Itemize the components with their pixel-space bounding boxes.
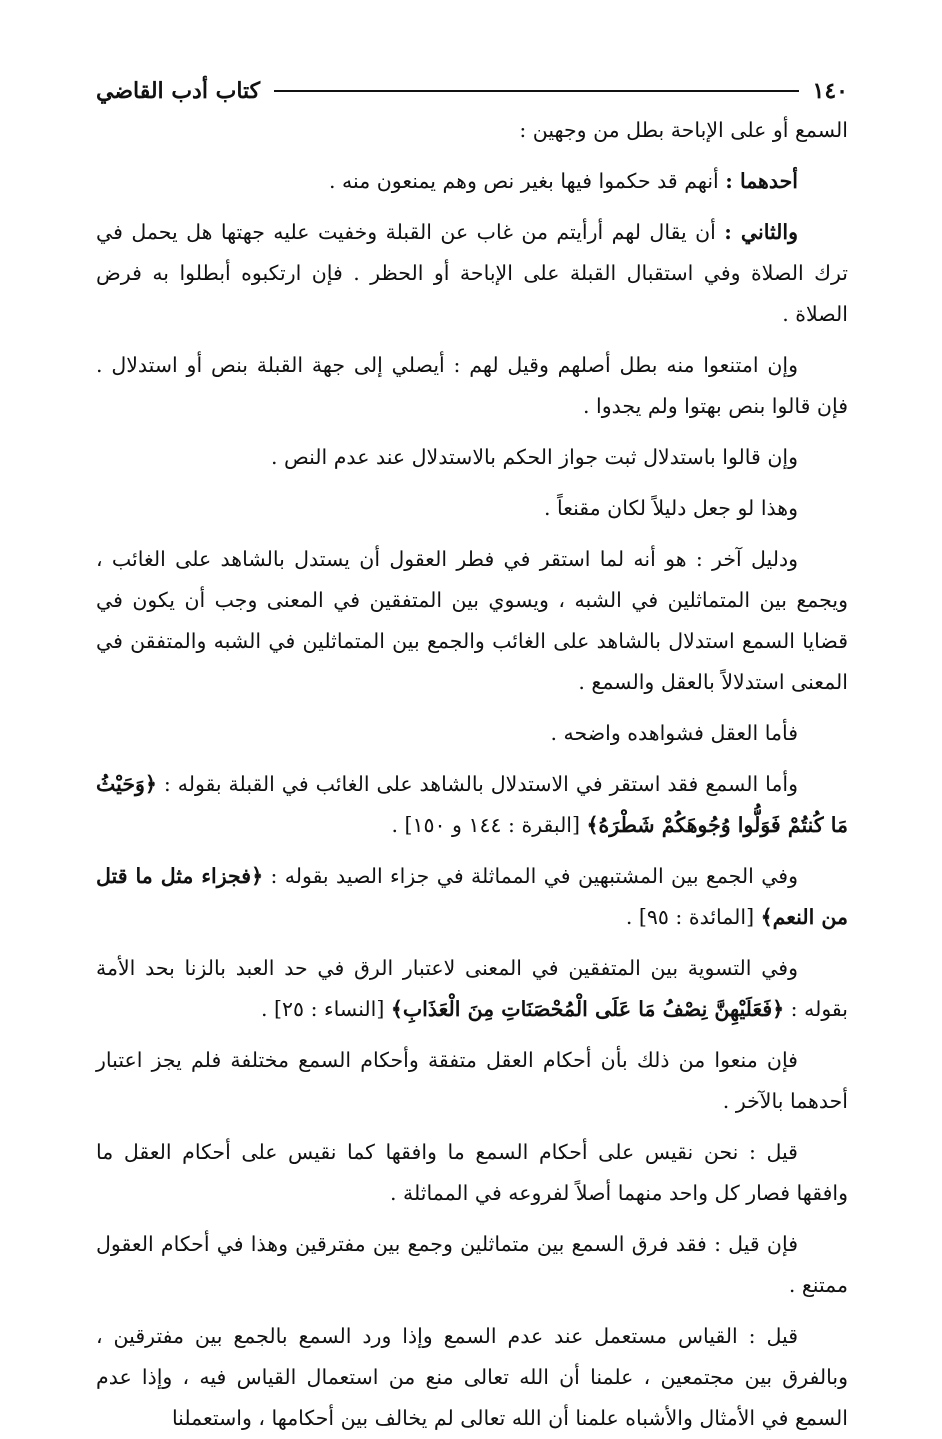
page-number: ١٤٠ [812, 78, 848, 104]
book-page [96, 72, 848, 1430]
quran-verse: ﴿فجزاء مثل ما قتل من النعم﴾ [96, 864, 848, 929]
header-rule [274, 90, 798, 92]
paragraph-2: أحدهما : أنهم قد حكموا فيها بغير نص وهم يمنعون منه . [329, 169, 798, 193]
paragraph-12: فإن منعوا من ذلك بأن أحكام العقل متفقة وأحكام السمع مختلفة فلم يجز اعتبار أحدهما بالآخر . [96, 1048, 848, 1113]
paragraph-4: وإن امتنعوا منه بطل أصلهم وقيل لهم : أيصلي إلى جهة القبلة بنص أو استدلال . فإن قالوا بنص بهتوا ولم يجدوا . [96, 353, 848, 418]
paragraph-5: وإن قالوا باستدلال ثبت جواز الحكم بالاستدلال عند عدم النص . [270, 445, 798, 469]
running-header [96, 72, 848, 110]
paragraph-lead: والثاني : [724, 220, 798, 244]
paragraph-7: ودليل آخر : هو أنه لما استقر في فطر العقول أن يستدل بالشاهد على الغائب ، ويجمع بين المتماثلين في الشبه ، ويسوي بين المتفقين في المعنى وجب أن يكون في قضايا السمع استدلال بالشاهد على الغائب والجمع بين المتماثلين في الشبه والمتفقن في المعنى استدلالاً بالعقل والسمع . [96, 547, 848, 694]
paragraph-3: والثاني : أن يقال لهم أرأيتم من غاب عن القبلة وخفيت عليه جهتها هل يحمل في ترك الصلاة وفي استقبال القبلة على الإباحة أو الحظر . فإن ارتكبوه أبطلوا به فرض الصلاة . [96, 220, 848, 326]
paragraph-6: وهذا لو جعل دليلاً لكان مقنعاً . [543, 496, 798, 520]
paragraph-lead: أحدهما : [725, 169, 798, 193]
paragraph-15: قيل : القياس مستعمل عند عدم السمع وإذا ورد السمع بالجمع بين مفترقين ، وبالفرق بين مجتمعين ، علمنا أن الله تعالى منع من استعمال القياس فيه ، وإذا عدم السمع في الأمثال والأشباه علمنا أن الله تعالى لم يخالف بين أحكامها ، واستعملنا [96, 1324, 848, 1430]
paragraph-11: وفي التسوية بين المتفقين في المعنى لاعتبار الرق في حد العبد بالزنا بحد الأمة بقوله : ﴿فَعَلَيْهِنَّ نِصْفُ مَا عَلَى الْمُحْصَنَاتِ مِنَ الْعَذَابِ﴾ [النساء : ٢٥] . [96, 956, 848, 1021]
body-text [96, 110, 848, 1439]
book-title: كتاب أدب القاضي [96, 78, 261, 104]
paragraph-8: فأما العقل فشواهده واضحه . [550, 721, 798, 745]
quran-verse: ﴿وَحَيْثُ مَا كُنتُمْ فَوَلُّوا وُجُوهَكُمْ شَطْرَهُ﴾ [96, 772, 848, 837]
paragraph-13: قيل : نحن نقيس على أحكام السمع ما وافقها كما نقيس على أحكام العقل ما وافقها فصار كل واحد منهما أصلاً لفروعه في المماثلة . [96, 1140, 848, 1205]
paragraph-10: وفي الجمع بين المشتبهين في المماثلة في جزاء الصيد بقوله : ﴿فجزاء مثل ما قتل من النعم﴾ [المائدة : ٩٥] . [96, 864, 848, 929]
paragraph-9: وأما السمع فقد استقر في الاستدلال بالشاهد على الغائب في القبلة بقوله : ﴿وَحَيْثُ مَا كُنتُمْ فَوَلُّوا وُجُوهَكُمْ شَطْرَهُ﴾ [البقرة : ١٤٤ و ١٥٠] . [96, 772, 848, 837]
quran-verse: ﴿فَعَلَيْهِنَّ نِصْفُ مَا عَلَى الْمُحْصَنَاتِ مِنَ الْعَذَابِ﴾ [390, 997, 785, 1021]
paragraph-1: السمع أو على الإباحة بطل من وجهين : [519, 118, 848, 142]
paragraph-14: فإن قيل : فقد فرق السمع بين متماثلين وجمع بين مفترقين وهذا في أحكام العقول ممتنع . [96, 1232, 848, 1297]
